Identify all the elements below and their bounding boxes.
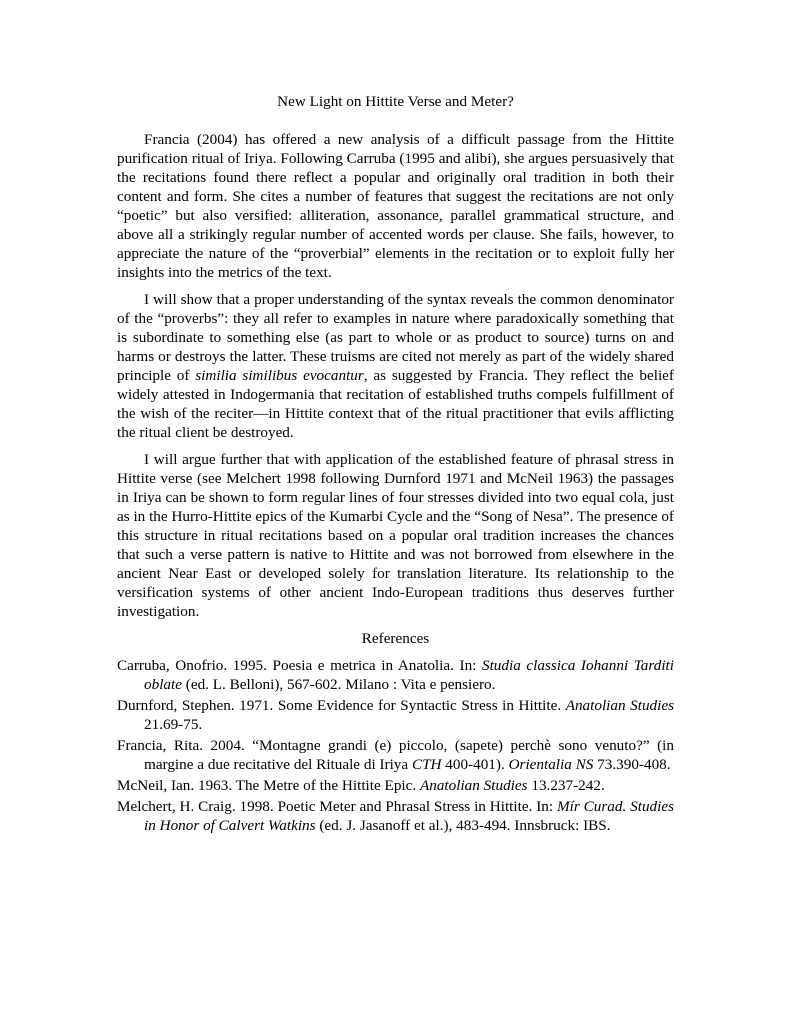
reference-title: Orientalia NS xyxy=(508,756,594,773)
reference-title: CTH xyxy=(411,756,442,773)
reference-text: Melchert, H. Craig. 1998. Poetic Meter and Phrasal Stress in Hittite. In: xyxy=(117,798,557,815)
reference-title: Anatolian Studies xyxy=(419,777,528,794)
reference-text: (ed. J. Jasanoff et al.), 483-494. Innsbruck: IBS. xyxy=(315,817,611,834)
latin-phrase: similia similibus evocantur xyxy=(195,367,364,384)
reference-title: Anatolian Studies xyxy=(565,697,675,714)
reference-item xyxy=(117,696,674,734)
reference-text: McNeil, Ian. 1963. The Metre of the Hittite Epic. xyxy=(117,777,420,794)
reference-text: Carruba, Onofrio. 1995. Poesia e metrica in Anatolia. In: xyxy=(117,657,482,674)
reference-item xyxy=(117,776,674,795)
paragraph-3: I will argue further that with application of the established feature of phrasal stress in Hittite verse (see Melchert 1998 following Durnford 1971 and McNeil 1963) the passages in Iriya can be shown to form regular lines of four stresses divided into two equal cola, just as in the Hurro-Hittite epics of the Kumarbi Cycle and the “Song of Nesa”. The presence of this structure in ritual recitations based on a popular oral tradition increases the chances that such a verse pattern is native to Hittite and was not borrowed from elsewhere in the ancient Near East or developed solely for translation literature. Its relationship to the versification systems of other ancient Indo-European traditions thus deserves further investigation. xyxy=(117,451,674,620)
reference-text: Durnford, Stephen. 1971. Some Evidence for Syntactic Stress in Hittite. xyxy=(117,697,566,714)
reference-item xyxy=(117,797,674,835)
paragraph-2-text-end: , as suggested by Francia. They reflect the belief widely attested in Indogermania that recitation of established truths compels fulfillment of the wish of the reciter—in Hittite context that of the ritual practitioner that evils afflicting the ritual client be destroyed. xyxy=(117,367,674,441)
reference-text: 13.237-242. xyxy=(527,777,605,794)
reference-text: 400-401). xyxy=(441,756,509,773)
references-heading: References xyxy=(361,630,430,647)
reference-item xyxy=(117,656,674,694)
reference-item xyxy=(117,736,674,774)
paragraph-2-text: I will show that a proper understanding of the syntax reveals the common denominator of the “proverbs”: they all refer to examples in nature where paradoxically something that is subordinate to something else (as part to whole or as product to source) turns on and harms or destroys the latter. These truisms are cited not merely as part of the widely shared principle of xyxy=(117,291,674,384)
reference-title: Studia classica Iohanni Tarditi oblate xyxy=(144,657,674,693)
paragraph-2 xyxy=(117,290,674,442)
paragraph-1: Francia (2004) has offered a new analysis of a difficult passage from the Hittite purification ritual of Iriya. Following Carruba (1995 and alibi), she argues persuasively that the recitations found there reflect a popular and originally oral tradition in both their content and form. She cites a number of features that suggest the recitations are not only “poetic” but also versified: alliteration, assonance, parallel grammatical structure, and above all a strikingly regular number of accented words per clause. She fails, however, to appreciate the nature of the “proverbial” elements in the recitation or to exploit fully her insights into the metrics of the text. xyxy=(117,131,674,281)
reference-text: 21.69-75. xyxy=(144,716,203,733)
document-title: New Light on Hittite Verse and Meter? xyxy=(277,93,514,110)
reference-text: Francia, Rita. 2004. “Montagne grandi (e) piccolo, (sapete) perchè sono venuto?” (in margine a due recitative del Rituale di Iriya xyxy=(117,737,674,773)
reference-text: (ed. L. Belloni), 567-602. Milano : Vita e pensiero. xyxy=(181,676,496,693)
references-list xyxy=(117,656,674,835)
reference-text: 73.390-408. xyxy=(593,756,671,773)
reference-title: Mír Curad. Studies in Honor of Calvert Watkins xyxy=(144,798,674,834)
document-body xyxy=(117,92,674,837)
